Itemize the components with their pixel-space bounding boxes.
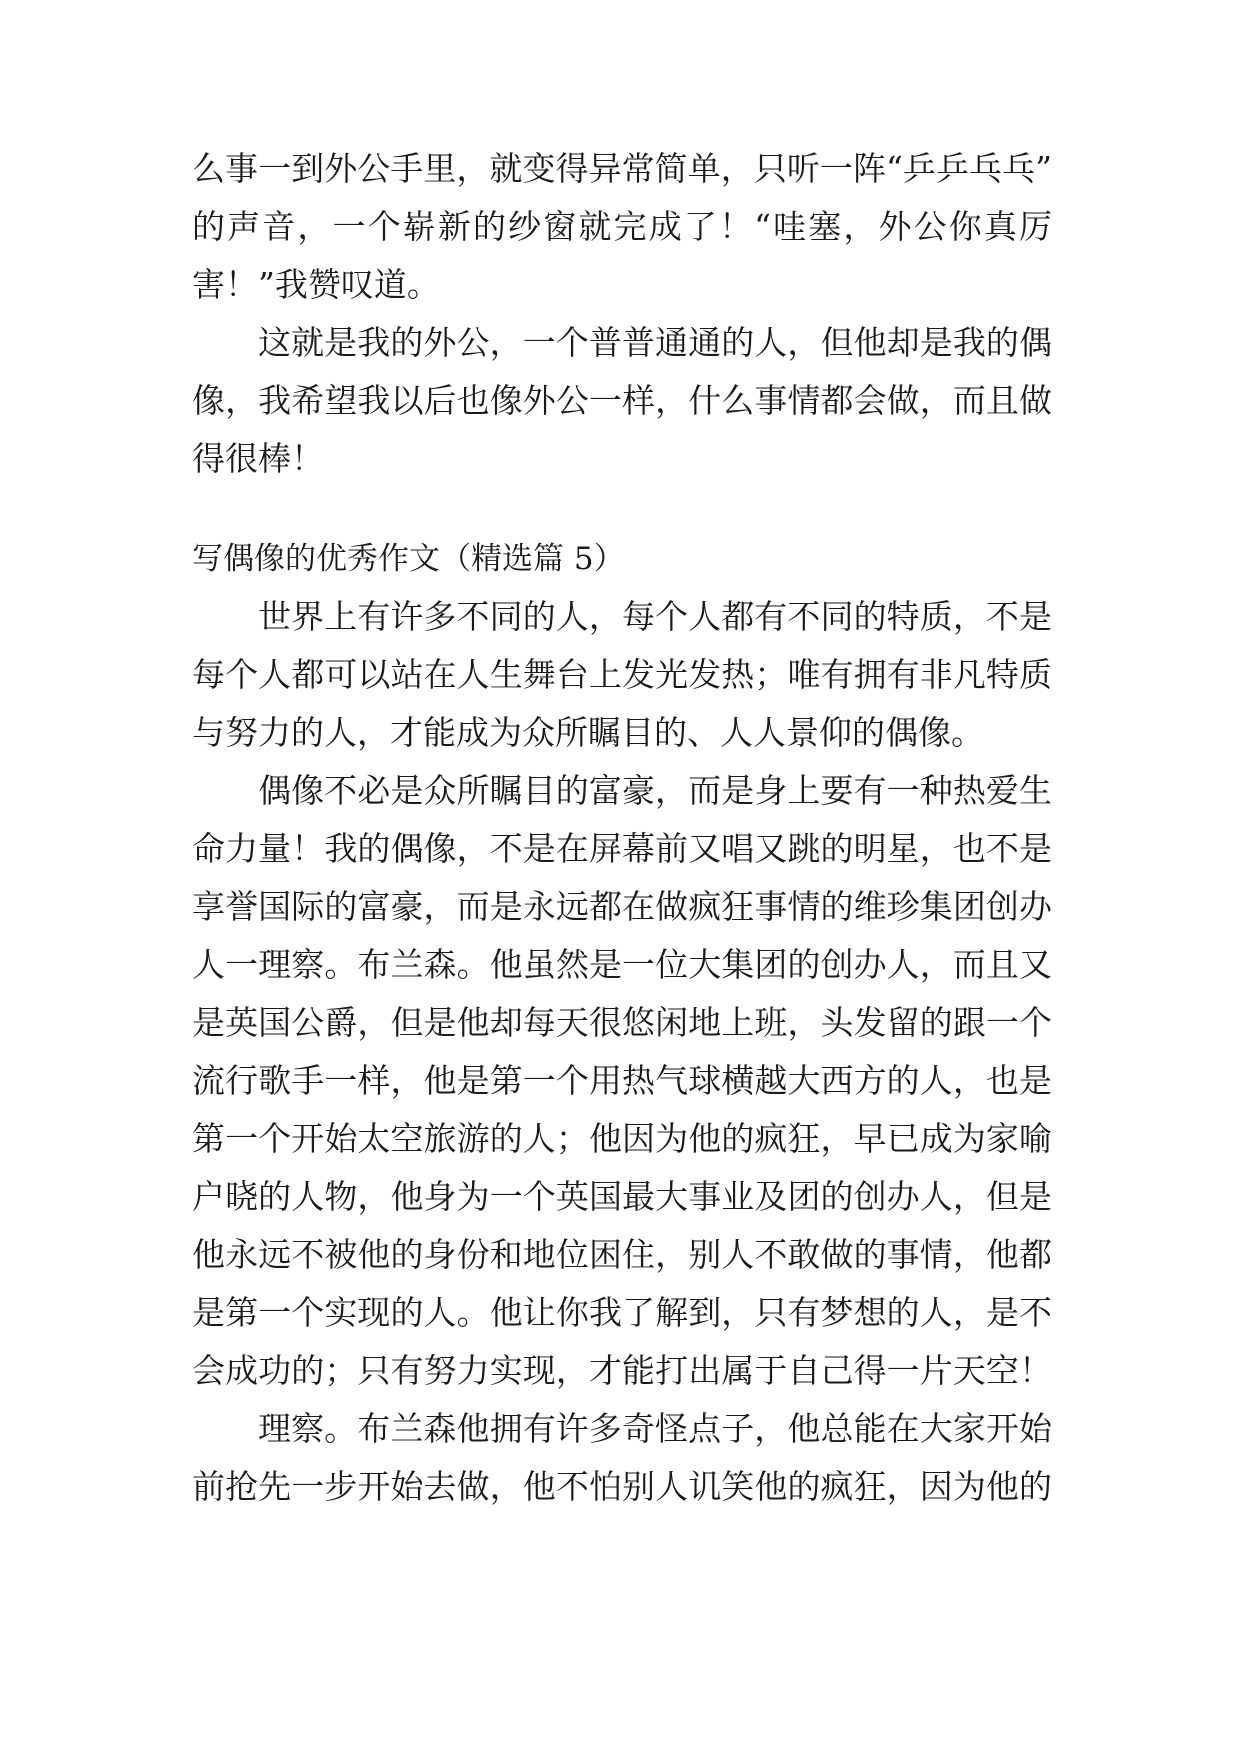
- paragraph-3: [192, 588, 1052, 762]
- paragraph-5: [192, 1400, 1052, 1516]
- paragraph-line: 与努力的人，才能成为众所瞩目的、人人景仰的偶像。: [192, 713, 984, 752]
- paragraph-line: 户晓的人物，他身为一个英国最大事业及团的创办人，但是: [192, 1177, 1052, 1216]
- paragraph-line: 是英国公爵，但是他却每天很悠闲地上班，头发留的跟一个: [192, 1003, 1052, 1042]
- paragraph-line: 会成功的；只有努力实现，才能打出属于自己得一片天空！: [192, 1351, 1052, 1390]
- paragraph-line: 享誉国际的富豪，而是永远都在做疯狂事情的维珍集团创办: [192, 887, 1052, 926]
- paragraph-line: 得很棒！: [192, 439, 324, 478]
- paragraph-line: 每个人都可以站在人生舞台上发光发热；唯有拥有非凡特质: [192, 655, 1052, 694]
- paragraph-line: 前抢先一步开始去做，他不怕别人讥笑他的疯狂，因为他的: [192, 1467, 1052, 1506]
- paragraph-line: 世界上有许多不同的人，每个人都有不同的特质，不是: [258, 597, 1052, 636]
- paragraph-line: 的声音，一个崭新的纱窗就完成了！“哇塞，外公你真厉: [192, 207, 1052, 246]
- paragraph-line: 害！”我赞叹道。: [192, 265, 440, 304]
- section-title: 写偶像的优秀作文（精选篇 5）: [192, 541, 625, 577]
- paragraph-line: 是第一个实现的人。他让你我了解到，只有梦想的人，是不: [192, 1293, 1052, 1332]
- paragraph-line: 流行歌手一样，他是第一个用热气球横越大西方的人，也是: [192, 1061, 1052, 1100]
- paragraph-4: [192, 762, 1052, 1400]
- paragraph-line: 第一个开始太空旅游的人；他因为他的疯狂，早已成为家喻: [192, 1119, 1052, 1158]
- paragraph-2: [192, 314, 1052, 488]
- document-page: [192, 140, 1052, 1516]
- paragraph-line: 像，我希望我以后也像外公一样，什么事情都会做，而且做: [192, 381, 1052, 420]
- paragraph-line: 命力量！我的偶像，不是在屏幕前又唱又跳的明星，也不是: [192, 829, 1052, 868]
- paragraph-line: 偶像不必是众所瞩目的富豪，而是身上要有一种热爱生: [258, 771, 1052, 810]
- paragraph-line: 这就是我的外公，一个普普通通的人，但他却是我的偶: [258, 323, 1052, 362]
- paragraph-1: [192, 140, 1052, 314]
- paragraph-line: 人一理察。布兰森。他虽然是一位大集团的创办人，而且又: [192, 945, 1052, 984]
- paragraph-line: 他永远不被他的身份和地位困住，别人不敢做的事情，他都: [192, 1235, 1052, 1274]
- paragraph-line: 理察。布兰森他拥有许多奇怪点子，他总能在大家开始: [258, 1409, 1052, 1448]
- paragraph-line: 么事一到外公手里，就变得异常简单，只听一阵“乒乒乓乓”: [192, 149, 1052, 188]
